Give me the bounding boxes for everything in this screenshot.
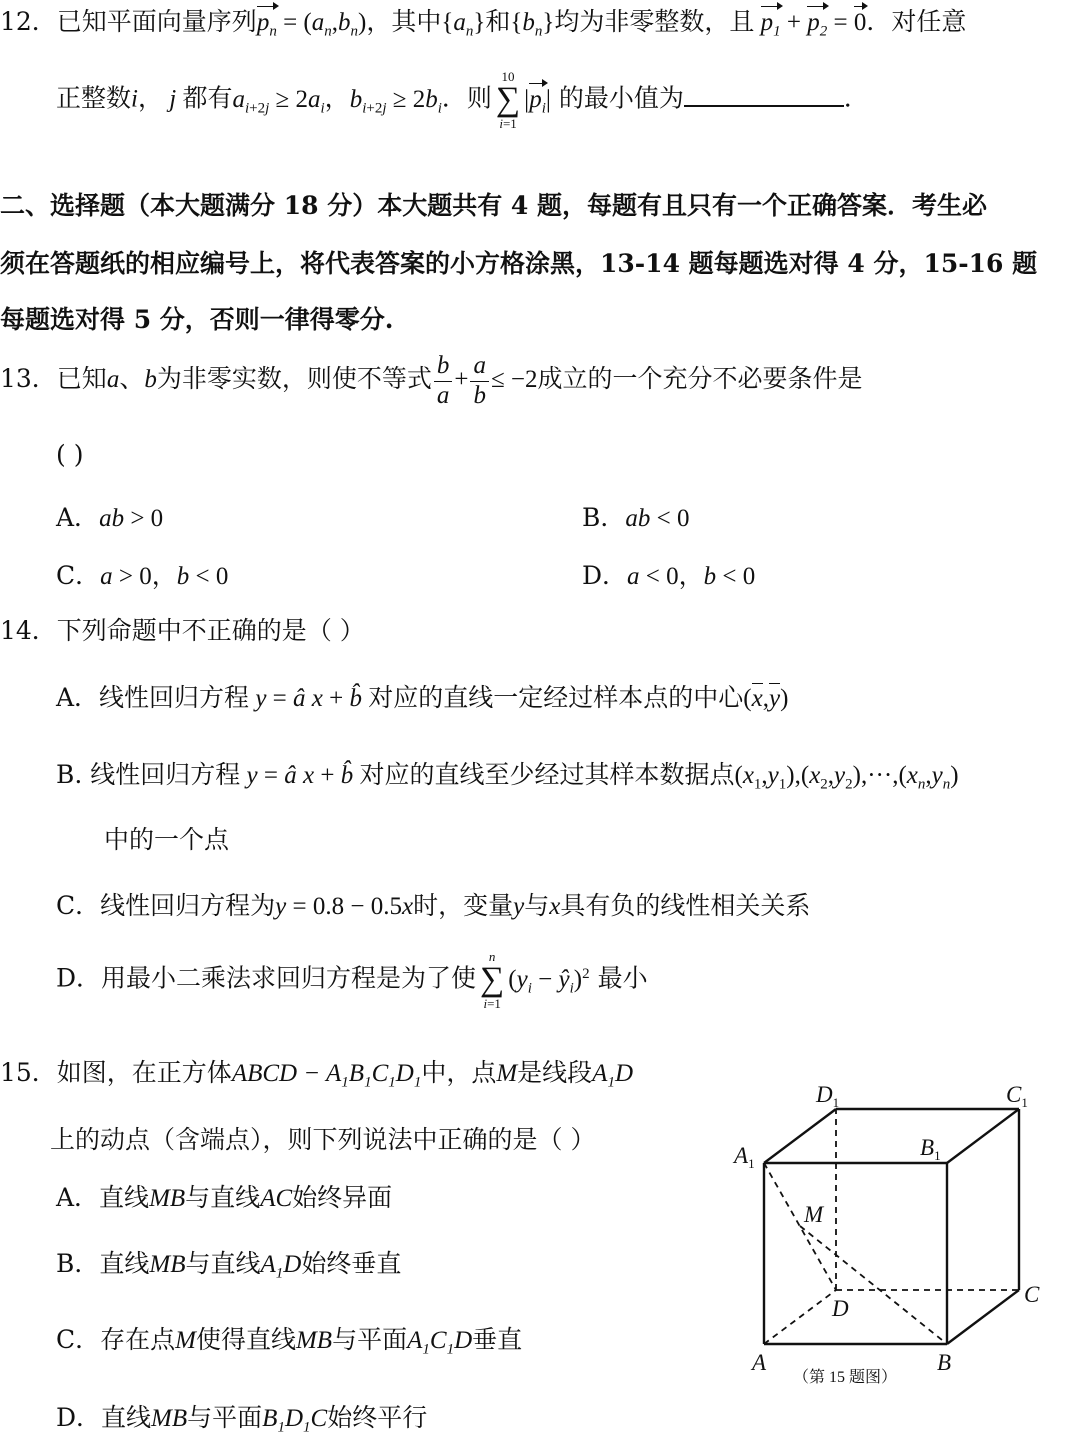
center-point: (x,y): [743, 685, 789, 712]
q14-option-a: [56, 678, 788, 714]
q15-option-d: [56, 1398, 427, 1436]
q13-text: 13．已知: [0, 363, 107, 393]
residual-sum: n ∑ i=1: [480, 949, 505, 1011]
q12-sum: 10 ∑ i=1: [495, 69, 521, 131]
option-text: 始终平行: [327, 1403, 428, 1432]
option-label: C．: [56, 561, 101, 590]
q12-formula-pn: $p_n = (a_n,b_n)$: [256, 9, 367, 40]
q12-text: ，其中: [366, 7, 442, 36]
label-A: A: [752, 1350, 767, 1375]
option-text: 与直线: [185, 1249, 261, 1278]
q15-option-c: [56, 1320, 522, 1358]
label-C1: $C_1$: [1006, 1082, 1028, 1110]
regression-formula: y = â x + b̂: [246, 762, 354, 789]
q12-text: 和: [485, 7, 511, 36]
q12-line2: [56, 70, 869, 130]
q12-var-i: i: [131, 85, 138, 113]
q15-stem-line2: 上的动点（含端点），则下列说法中正确的是（ ）: [50, 1125, 596, 1154]
q14-option-c: [56, 886, 810, 922]
edge-A1-D1: [764, 1109, 836, 1163]
option-formula: ab < 0: [625, 505, 690, 532]
label-M: M: [804, 1202, 824, 1227]
section2-line3: 每题选对得 5 分，否则一律得零分.: [0, 305, 394, 334]
option-text: 始终垂直: [301, 1249, 402, 1278]
q13-option-b: [582, 498, 689, 534]
q14-option-b-line2: 中的一个点: [104, 825, 230, 854]
q14-stem: 14．下列命题中不正确的是（ ）: [0, 616, 365, 645]
q15-option-a: [56, 1178, 392, 1214]
q15-stem: [0, 1053, 633, 1091]
option-formula: a > 0，b < 0: [100, 563, 229, 590]
point-M: M: [175, 1327, 196, 1354]
label-B: B: [937, 1350, 952, 1375]
q12-formula-a: $a_{i+2j} \ge 2a_i$: [232, 85, 325, 116]
q12-var-j: j: [162, 85, 183, 113]
q15-option-b: [56, 1244, 401, 1282]
option-label: D．: [582, 561, 628, 590]
point-M: M: [496, 1060, 518, 1087]
label-B1: $B_1$: [920, 1135, 941, 1163]
option-formula: ab > 0: [99, 505, 164, 532]
option-text: 与平面: [187, 1403, 263, 1432]
q12-formula-sum0: $p_1 + p_2 = 0$: [760, 9, 867, 40]
q15-text: 15．如图，在正方体: [0, 1058, 232, 1087]
q12-norm: $|p_i|$: [524, 85, 551, 116]
q13-inequality: $\frac{b}{a}$ + $\frac{a}{b}$ ≤ −2: [432, 366, 538, 393]
line-MB: MB: [295, 1327, 333, 1354]
option-text: 始终异面: [292, 1183, 393, 1212]
figure-caption: （第 15 题图）: [793, 1369, 898, 1386]
option-label: D．直线: [56, 1403, 152, 1432]
option-formula: a < 0，b < 0: [627, 563, 756, 590]
q14-option-b: [56, 755, 959, 793]
q13-text: 为非零实数，则使不等式: [156, 363, 432, 393]
q13-text: 、: [119, 363, 145, 393]
q15-text: 中，点: [421, 1058, 497, 1087]
option-label: A．线性回归方程: [56, 683, 250, 712]
label-D1: $D_1$: [816, 1082, 840, 1110]
cube-name: ABCD − $A_1B_1C_1D_1$: [231, 1060, 422, 1091]
q13-stem: [0, 352, 863, 411]
line-AC: AC: [260, 1185, 293, 1212]
q12-text: 正整数: [56, 83, 132, 113]
q12-text: 都有: [182, 83, 233, 113]
option-text: 对应的直线至少经过其样本数据点: [359, 760, 735, 789]
section2-line2: 须在答题纸的相应编号上，将代表答案的小方格涂黑，13-14 题每题选对得 4 分，15-16 题: [0, 249, 1038, 278]
q13-var-a: a: [106, 365, 120, 393]
q14-option-d: [56, 950, 648, 1010]
q12-text: ，: [324, 83, 350, 113]
option-text: 与直线: [185, 1183, 261, 1212]
q15-text: 是线段: [517, 1058, 593, 1087]
option-label: B．直线: [56, 1249, 150, 1278]
option-text: 垂直: [472, 1325, 523, 1354]
line-MB: MB: [149, 1251, 186, 1278]
option-formula: y = 0.8 − 0.5x: [275, 893, 414, 920]
option-text: 对应的直线一定经过样本点的中心: [368, 683, 744, 712]
option-text: 与平面: [332, 1325, 408, 1354]
q12-text: 12．已知平面向量序列: [0, 7, 257, 36]
q12-text: 的最小值为: [558, 83, 684, 113]
q13-paren: ( ): [56, 440, 84, 469]
plane-B1D1C: $B_1D_1C$: [262, 1405, 328, 1436]
q12-text: ．则: [441, 83, 492, 113]
q12-formula-bn: $\{b_n\}$: [510, 9, 555, 40]
option-label: C．线性回归方程为: [56, 891, 276, 920]
q13-option-c: [56, 556, 228, 592]
q12-formula-b: $b_{i+2j} \ge 2b_i$: [349, 85, 442, 116]
residual-formula: ($y_i$ − $ŷ_i)^2$: [508, 965, 590, 996]
q13-option-d: [582, 556, 755, 592]
option-text: 与: [524, 891, 550, 920]
q13-var-b: b: [144, 365, 157, 393]
option-text: 具有负的线性相关关系: [560, 891, 811, 920]
q12-text: ．: [843, 83, 869, 113]
plane-A1C1D: $A_1C_1D$: [407, 1327, 473, 1358]
edge-B1-C1: [947, 1109, 1019, 1163]
option-label: A．: [56, 503, 100, 532]
q13-text: 成立的一个充分不必要条件是: [537, 363, 863, 393]
label-C: C: [1024, 1282, 1040, 1307]
q12-text: ，: [137, 83, 163, 113]
q12-text: ．对任意: [866, 7, 967, 36]
var-y: y: [513, 893, 525, 920]
sample-points: $(x_1,y_1),(x_2,y_2),\cdot\cdot\cdot,(x_n,y_n)$: [734, 762, 959, 793]
option-label: C．存在点: [56, 1325, 176, 1354]
option-label: B．: [582, 503, 626, 532]
label-D: D: [832, 1296, 849, 1321]
q12-text: 均为非零整数，且: [554, 7, 755, 36]
var-x: x: [549, 893, 561, 920]
section2-line1: 二、选择题（本大题满分 18 分）本大题共有 4 题，每题有且只有一个正确答案．考生必: [0, 191, 988, 220]
option-label: D．用最小二乘法求回归方程是为了使: [56, 963, 477, 993]
option-text: 时，变量: [413, 891, 514, 920]
segment-A1D: $A_1D$: [592, 1060, 634, 1091]
option-text: 最小: [597, 963, 648, 993]
q12-formula-an: $\{a_n\}$: [441, 9, 486, 40]
segment-M-B: [800, 1226, 947, 1344]
q12-line1: [0, 2, 966, 40]
q13-option-a: [56, 498, 163, 534]
option-text: 使得直线: [195, 1325, 296, 1354]
label-A1: $A_1$: [734, 1143, 755, 1171]
cube-figure: [720, 1070, 1070, 1390]
edge-B-C: [947, 1290, 1019, 1344]
regression-formula: y = â x + b̂: [255, 685, 362, 712]
option-label: A．直线: [56, 1183, 150, 1212]
line-MB: MB: [151, 1405, 188, 1432]
edge-A-D: [764, 1290, 836, 1344]
q12-answer-blank: [684, 83, 844, 107]
line-A1D: $A_1D$: [260, 1251, 302, 1282]
option-label: B. 线性回归方程: [56, 760, 241, 789]
line-MB: MB: [149, 1185, 186, 1212]
